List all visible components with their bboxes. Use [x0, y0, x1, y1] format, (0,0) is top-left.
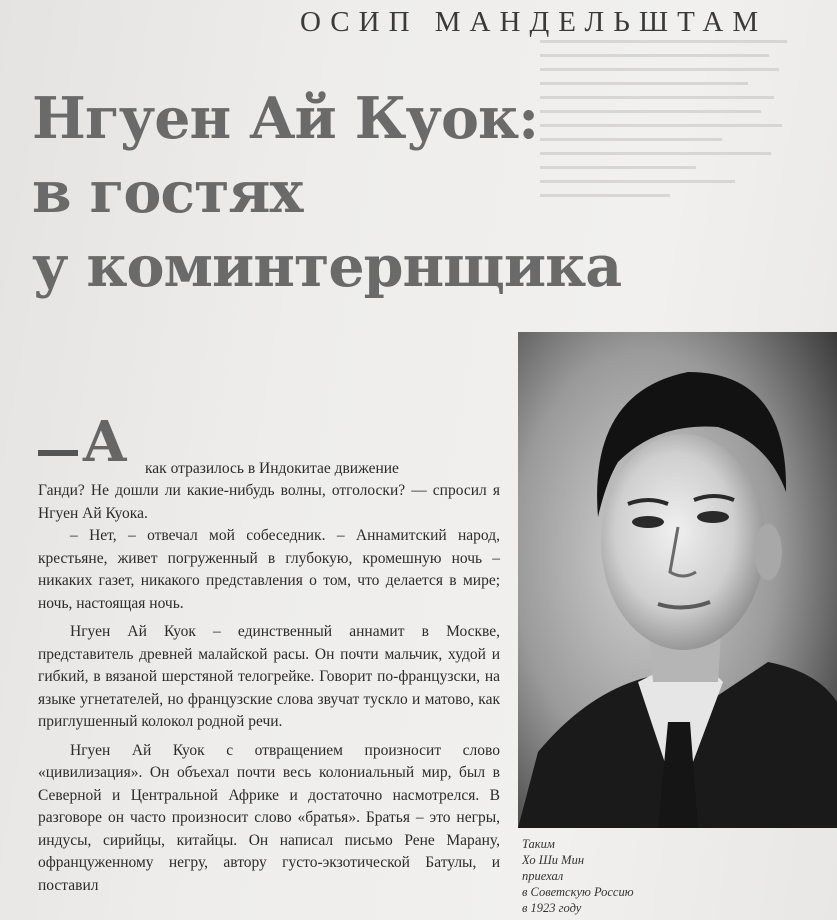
- caption-line-2: Хо Ши Мин: [522, 853, 585, 867]
- caption-line-1: Таким: [522, 837, 555, 851]
- title-line-2: в гостях: [32, 159, 303, 226]
- photo-caption: [522, 836, 672, 916]
- caption-line-4: в Советскую Россию: [522, 885, 634, 899]
- paragraph-4: Нгуен Ай Куок с отвращением произносит слово «цивилизация». Он объехал почти весь колониальный мир, был в Северной и Центральной Африке и достаточно насмотрелся. В разговоре он часто произносит слово «братья». Братья – это негры, индусы, сирийцы, китайцы. Он написал письмо Рене Марану, офранцуженному негру, автору густо-экзотической Батулы, и поставил: [38, 741, 500, 894]
- paragraph-2: – Нет, – отвечал мой собеседник. – Аннамитский народ, крестьяне, живет погруженный в глубокую, кромешную ночь – никаких газет, никакого представления о том, что делается в мире; ночь, настоящая ночь.: [38, 527, 500, 612]
- paragraph-3: Нгуен Ай Куок – единственный аннамит в Москве, представитель древней малайской расы. Он почти мальчик, худой и гибкий, в вязаной шерстяной телогрейке. Говорит по-французски, на языке угнетателей, но французские слова звучат тускло и матово, как приглушенный колокол родной речи.: [38, 623, 500, 730]
- portrait-photo: [518, 332, 837, 828]
- first-line-text: как отразилось в Индокитае движение: [145, 460, 399, 477]
- article-body: [38, 456, 500, 897]
- paragraph-1: Ганди? Не дошли ли какие-нибудь волны, отголоски? — спросил я Нгуен Ай Куока.: [38, 482, 500, 522]
- author-header: ОСИП МАНДЕЛЬШТАМ: [300, 6, 768, 38]
- caption-line-3: приехал: [522, 869, 564, 883]
- dropcap-letter: А: [82, 409, 128, 475]
- caption-line-5: в 1923 году: [522, 901, 582, 915]
- title-line-3: у коминтернщика: [32, 233, 622, 300]
- title-line-1: Нгуен Ай Куок:: [32, 85, 539, 152]
- article-title: [32, 82, 672, 304]
